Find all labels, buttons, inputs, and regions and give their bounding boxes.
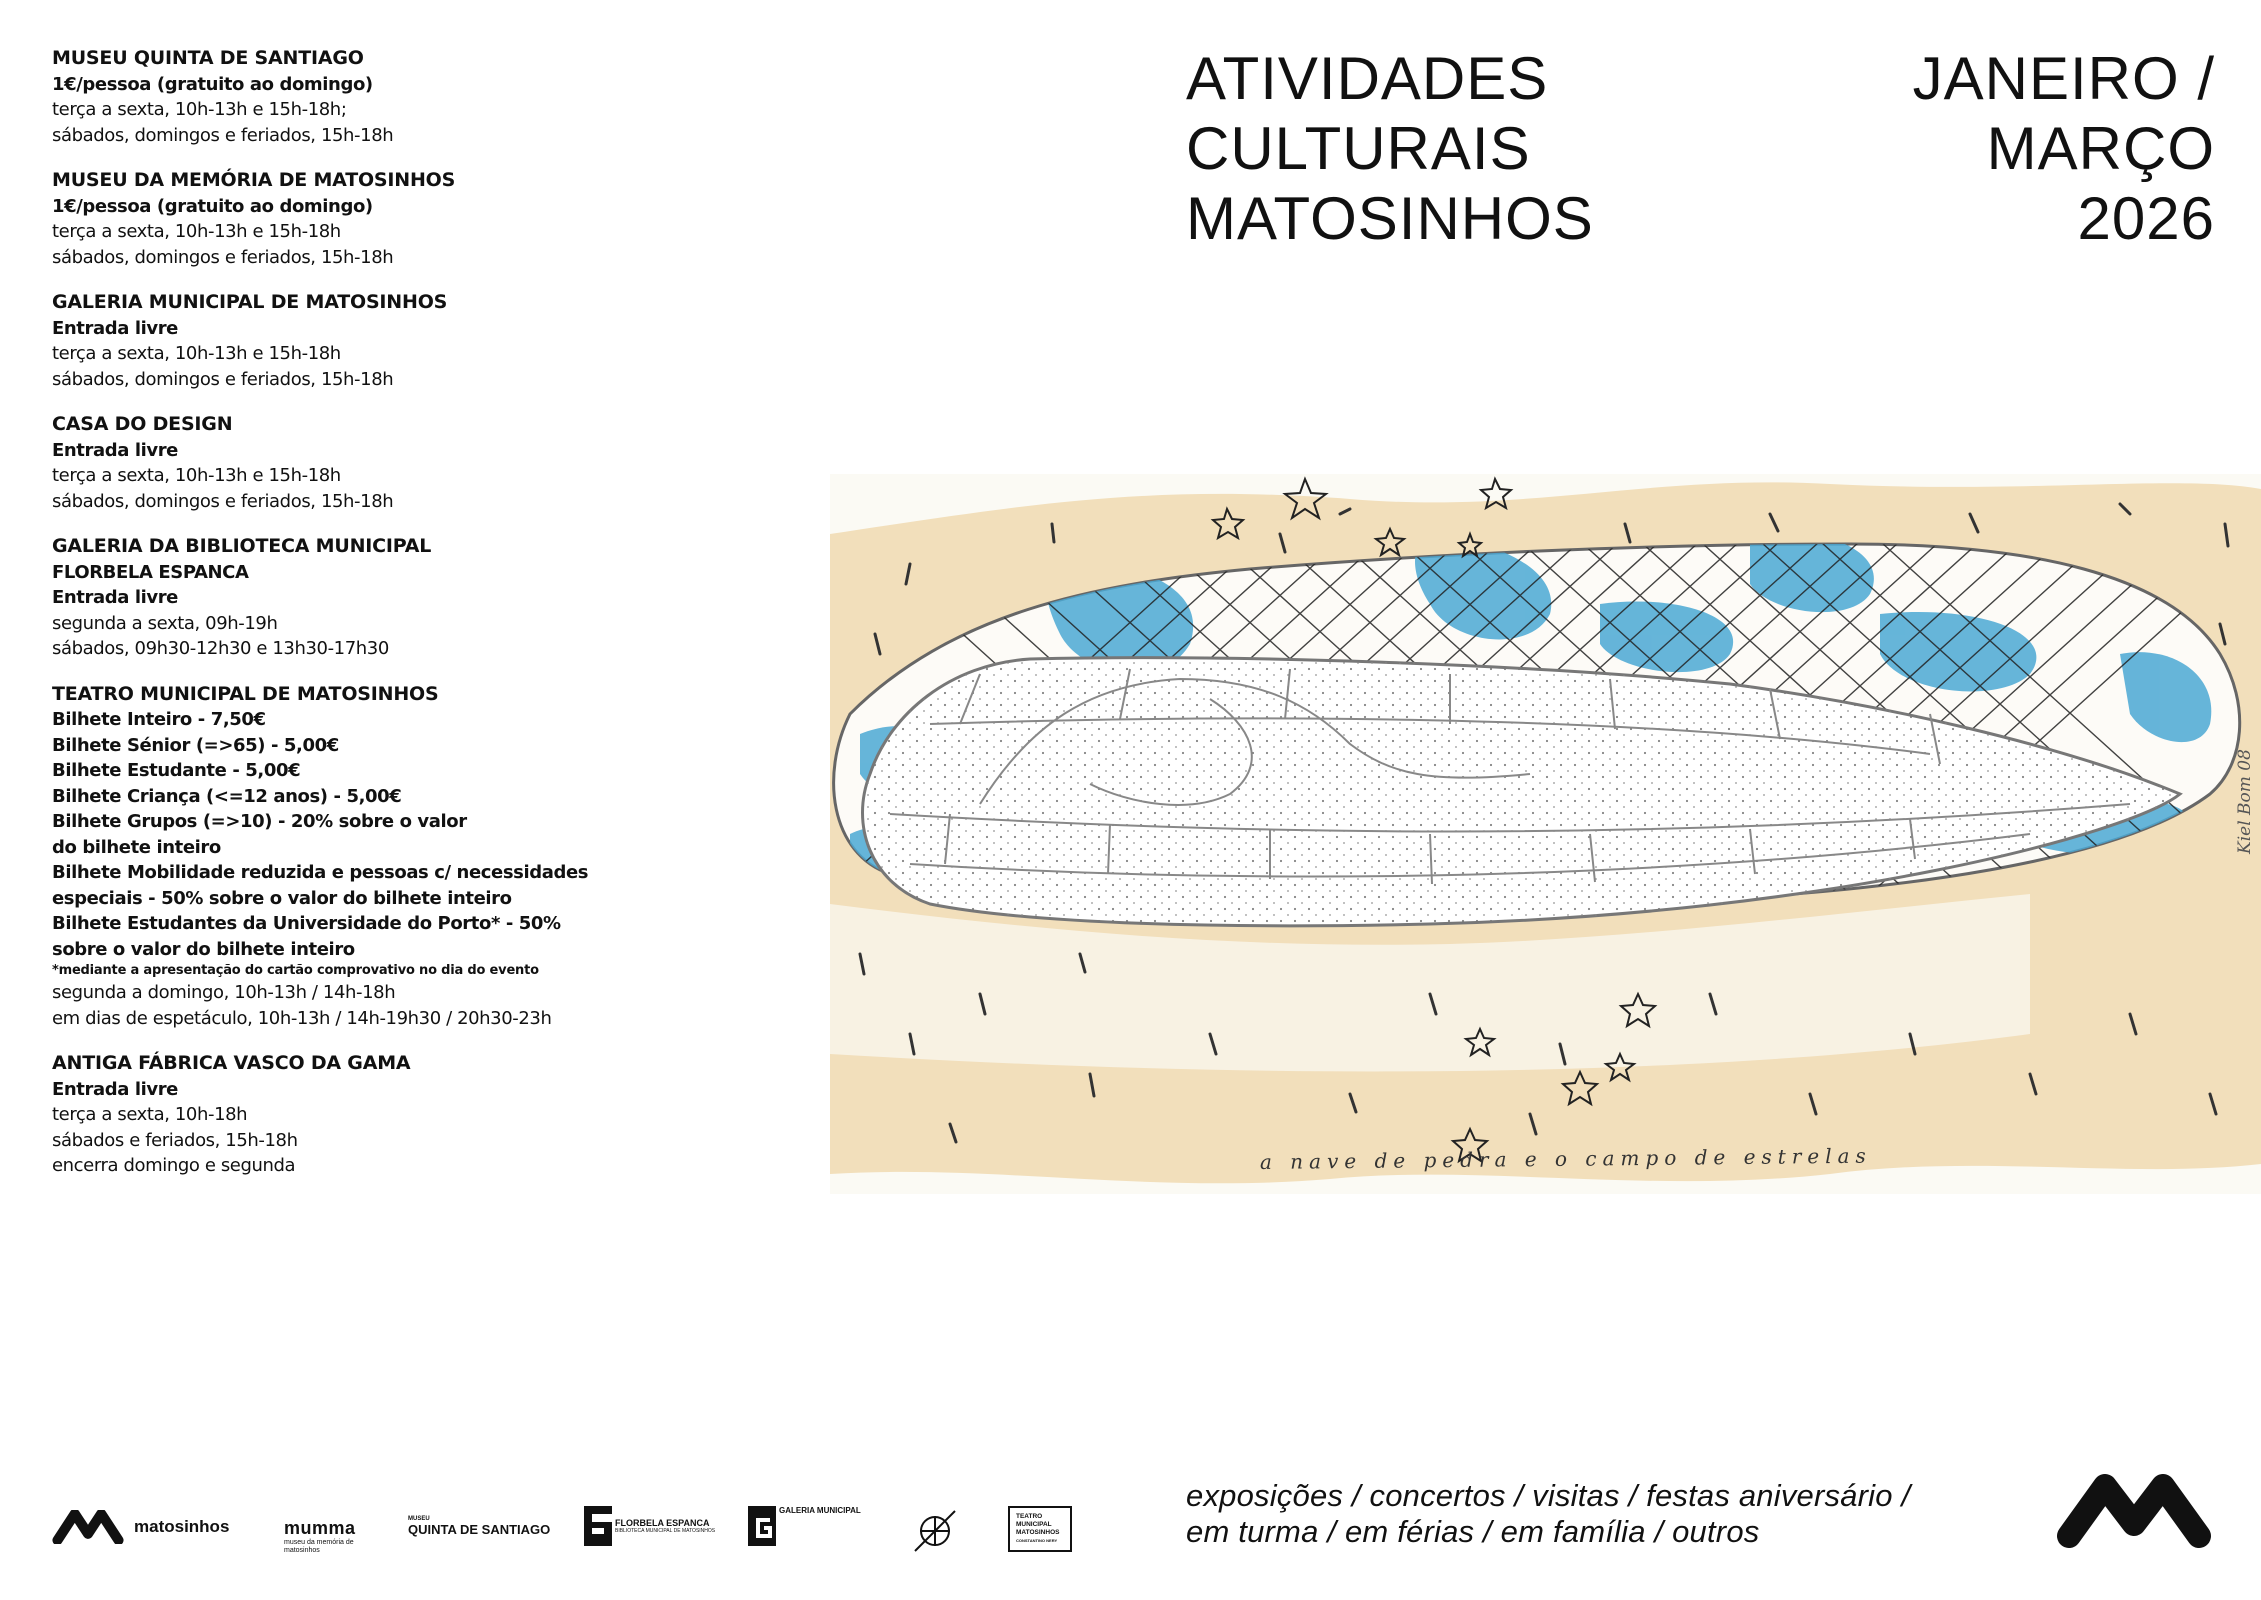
florbela-mark-icon [584,1506,612,1546]
mumma-logo [284,1518,356,1555]
quinta-wordmark: QUINTA DE SANTIAGO [408,1522,551,1537]
title-line-3: MATOSINHOS [1186,185,1594,252]
partner-logos [52,1506,1092,1566]
venue-info-line: 1€/pessoa (gratuito ao domingo) [52,73,373,95]
venue-info-line: Bilhete Estudantes da Universidade do Porto* - 50% [52,913,561,934]
venue-info-line: sábados e feriados, 15h-18h [52,1129,298,1151]
matosinhos-large-mark-icon [2055,1474,2213,1548]
teatro-line-2: MUNICIPAL [1016,1521,1052,1528]
venue-name: GALERIA DA BIBLIOTECA MUNICIPAL [52,535,432,557]
galeria-wordmark: GALERIA MUNICIPAL [779,1506,861,1515]
date-line-1: JANEIRO / [1912,45,2215,112]
florbela-subtitle: BIBLIOTECA MUNICIPAL DE MATOSINHOS [615,1528,716,1534]
venue-info-line: terça a sexta, 10h-13h e 15h-18h [52,343,341,364]
venue-block [52,168,612,270]
matosinhos-mark-icon [52,1510,124,1544]
venue-list [52,46,612,1199]
venue-name: MUSEU QUINTA DE SANTIAGO [52,47,364,69]
title-line-2: CULTURAIS [1186,115,1531,182]
venue-info-line: terça a sexta, 10h-18h [52,1104,248,1125]
venue-block [52,290,612,392]
venue-info-line: terça a sexta, 10h-13h e 15h-18h; [52,99,347,120]
venue-info-line: FLORBELA ESPANCA [52,561,249,583]
venue-info-line: Entrada livre [52,317,178,339]
date-line-2: MARÇO [1986,115,2215,182]
venue-info-line: do bilhete inteiro [52,836,221,858]
venue-info-line: sábados, domingos e feriados, 15h-18h [52,246,394,268]
matosinhos-logo [52,1510,229,1544]
title-line-1: ATIVIDADES [1186,45,1549,112]
venue-info-line: sábados, domingos e feriados, 15h-18h [52,124,394,146]
venue-name: ANTIGA FÁBRICA VASCO DA GAMA [52,1052,411,1074]
tagline-line-1: exposições / concertos / visitas / festas aniversário / [1186,1478,1911,1513]
mumma-wordmark: mumma [284,1518,356,1538]
venue-block [52,412,612,514]
cover-artwork [830,474,2261,1194]
venue-info-line: *mediante a apresentação do cartão comprovativo no dia do evento [52,963,539,978]
galeria-municipal-logo [748,1506,861,1546]
venue-block [52,46,612,148]
teatro-line-3: MATOSINHOS [1016,1529,1060,1536]
venue-info-line: terça a sexta, 10h-13h e 15h-18h [52,465,341,486]
artwork-drawing [830,474,2261,1194]
quinta-subtitle: MUSEU [408,1516,430,1522]
florbela-wordmark: FLORBELA ESPANCA [615,1518,710,1528]
teatro-logo [1008,1506,1072,1552]
venue-info-line: sobre o valor do bilhete inteiro [52,938,355,960]
matosinhos-wordmark: matosinhos [134,1517,230,1536]
casa-design-logo [910,1506,960,1556]
venue-info-line: Bilhete Mobilidade reduzida e pessoas c/ necessidades [52,862,589,883]
page-title [1186,44,1594,254]
venue-info-line: sábados, 09h30-12h30 e 13h30-17h30 [52,638,389,659]
venue-info-line: sábados, domingos e feriados, 15h-18h [52,368,394,390]
venue-info-line: Entrada livre [52,587,178,608]
venue-info-line: Entrada livre [52,439,178,461]
venue-info-line: Bilhete Grupos (=>10) - 20% sobre o valor [52,811,467,832]
quinta-santiago-logo [408,1516,550,1537]
date-range [1913,44,2215,254]
tagline-line-2: em turma / em férias / em família / outros [1186,1514,1760,1549]
venue-info-line: segunda a domingo, 10h-13h / 14h-18h [52,982,396,1003]
venue-info-line: Entrada livre [52,1078,178,1100]
venue-info-line: em dias de espetáculo, 10h-13h / 14h-19h30 / 20h30-23h [52,1007,552,1029]
venue-name: CASA DO DESIGN [52,413,233,435]
venue-info-line: 1€/pessoa (gratuito ao domingo) [52,195,373,217]
teatro-line-4: CONSTANTINO NERY [1016,1538,1058,1543]
venue-info-line: Bilhete Inteiro - 7,50€ [52,709,266,730]
venue-info-line: encerra domingo e segunda [52,1155,296,1176]
teatro-line-1: TEATRO [1016,1513,1043,1520]
venue-block [52,1051,612,1179]
venue-info-line: Bilhete Sénior (=>65) - 5,00€ [52,734,339,756]
activity-tagline [1186,1478,1910,1550]
venue-block [52,534,612,662]
artwork-signature: Kiel Bom 08 [2235,749,2255,854]
artwork-caption: a nave de pedra e o campo de estrelas [1259,1143,1872,1174]
galeria-mark-icon [748,1506,776,1546]
florbela-logo [584,1506,715,1546]
venue-info-line: terça a sexta, 10h-13h e 15h-18h [52,221,341,242]
venue-info-line: Bilhete Estudante - 5,00€ [52,760,301,781]
date-line-3: 2026 [2077,185,2215,252]
mumma-subtitle: museu da memória de matosinhos [284,1539,354,1554]
venue-name: GALERIA MUNICIPAL DE MATOSINHOS [52,291,448,313]
casa-design-mark-icon [910,1506,960,1556]
venue-name: TEATRO MUNICIPAL DE MATOSINHOS [52,682,439,705]
venue-info-line: sábados, domingos e feriados, 15h-18h [52,490,394,512]
venue-info-line: segunda a sexta, 09h-19h [52,612,278,634]
venue-info-line: Bilhete Criança (<=12 anos) - 5,00€ [52,785,402,807]
venue-info-line: especiais - 50% sobre o valor do bilhete inteiro [52,887,512,909]
venue-name: MUSEU DA MEMÓRIA DE MATOSINHOS [52,169,456,191]
venue-block [52,682,612,1032]
